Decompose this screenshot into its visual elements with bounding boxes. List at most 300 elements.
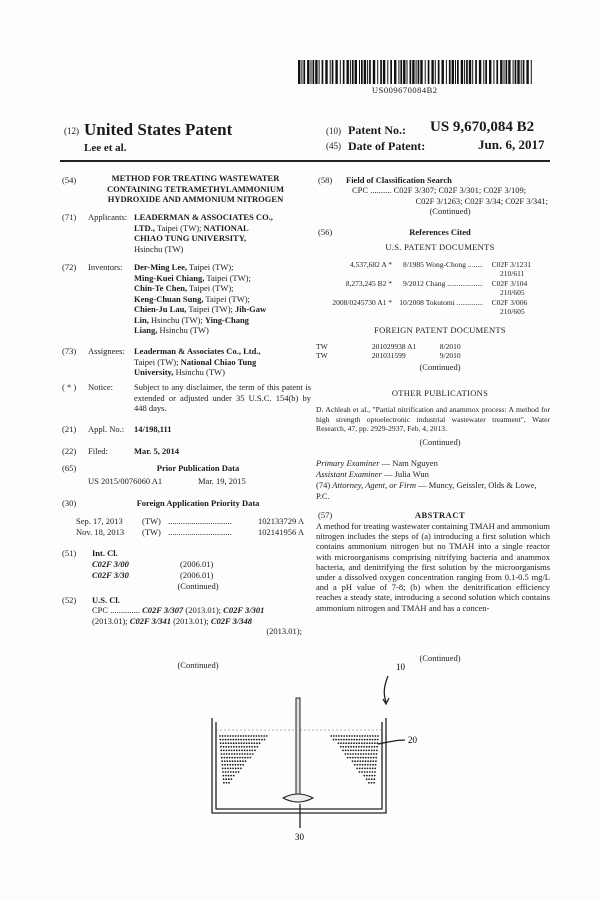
carrier-dot — [369, 739, 371, 741]
inventor-line: Ming-Kuei Chiang, Taipei (TW); — [134, 272, 251, 283]
barcode-bar — [435, 60, 436, 84]
carrier-dot — [227, 739, 229, 741]
assignees: Leaderman & Associates Co., Ltd., Taipei (TW); National Chiao Tung University, Hsinchu (TW) — [134, 346, 261, 377]
carrier-dot — [370, 760, 372, 762]
barcode-bar — [359, 60, 360, 84]
carrier-dot — [225, 746, 227, 748]
carrier-dot — [375, 764, 377, 766]
carrier-dot — [241, 746, 243, 748]
carrier-dot — [235, 735, 237, 737]
header-rule — [60, 160, 550, 162]
label-10: 10 — [396, 662, 405, 672]
abstract-heading: ABSTRACT — [414, 510, 466, 520]
notice-text: Subject to any disclaimer, the term of this patent is extended or adjusted under 35 U.S.C. 154(b) by 448 days. — [134, 382, 311, 413]
carrier-dot — [362, 760, 364, 762]
inventor-line: Lin, Hsinchu (TW); Ying-Chang — [134, 314, 249, 325]
int-cl-label: Int. Cl. — [92, 548, 118, 558]
carrier-dot — [359, 771, 361, 773]
carrier-dot — [224, 764, 226, 766]
code-54: (54) — [62, 175, 77, 185]
us-cl-continued: (Continued) — [177, 660, 219, 670]
carrier-dot — [333, 739, 335, 741]
abstract-text: A method for treating wastewater containing TMAH and ammonium nitrogen includes the steps of (a) introducing a first solution which contains ammonium nitrogen but no TMAH into a single reactor with microorganisms comprising nitrifying bacteria and anammox bacteria, and denitrifying the first solution by the microorganisms under a dissolved oxygen concentration ranging from 0.1-0.5 mg/L and a pH value of 7-8; (b) when the denitrification efficiency reaches a steady state, introducing a second solution which contains ammonium nitrogen and TMAH and has a concen- — [316, 521, 551, 613]
us-doc-class: 210/605 — [500, 307, 525, 316]
carrier-dot — [235, 768, 237, 770]
carrier-dot — [350, 746, 352, 748]
inventor-line: Liang, Hsinchu (TW) — [134, 325, 209, 335]
barcode-bar — [403, 60, 405, 84]
carrier-dot — [226, 753, 228, 755]
carrier-dot — [240, 739, 242, 741]
carrier-dot — [335, 739, 337, 741]
carrier-dot — [228, 775, 230, 777]
carrier-dot — [225, 739, 227, 741]
carrier-dot — [227, 771, 229, 773]
barcode-bar — [373, 60, 375, 84]
carrier-dot — [234, 753, 236, 755]
carrier-dot — [344, 753, 346, 755]
carrier-dot — [229, 764, 231, 766]
label-20: 20 — [408, 735, 417, 745]
carrier-dot — [356, 742, 358, 744]
carrier-dot — [360, 753, 362, 755]
carrier-dot — [349, 757, 351, 759]
carrier-dot — [238, 742, 240, 744]
carrier-dot — [226, 757, 228, 759]
barcode-bar — [457, 60, 459, 84]
carrier-dot — [230, 739, 232, 741]
patent-type: United States Patent — [84, 120, 233, 139]
carrier-dot — [233, 746, 235, 748]
carrier-dot — [233, 771, 235, 773]
carrier-dot — [333, 735, 335, 737]
barcode-bar — [412, 60, 414, 84]
code-45: (45) — [326, 141, 341, 151]
carrier-dot — [374, 746, 376, 748]
code-51: (51) — [62, 548, 77, 558]
carrier-dot — [254, 742, 256, 744]
barcode-bar — [325, 60, 327, 84]
carrier-dot — [365, 753, 367, 755]
carrier-dot — [374, 742, 376, 744]
carrier-dot — [231, 753, 233, 755]
carrier-dot — [263, 735, 265, 737]
carrier-dot — [377, 735, 379, 737]
foreign-priority-heading: Foreign Application Priority Data — [136, 498, 260, 508]
carrier-dot — [242, 764, 244, 766]
carrier-dot — [224, 735, 226, 737]
carrier-dot — [239, 753, 241, 755]
code-56: (56) — [318, 227, 333, 237]
carrier-dot — [355, 750, 357, 752]
carrier-dot — [236, 746, 238, 748]
barcode-bar — [531, 60, 532, 84]
code-57: (57) — [318, 510, 333, 520]
carrier-dot — [240, 735, 242, 737]
barcode-bar — [461, 60, 463, 84]
notice-label: Notice: — [88, 382, 114, 392]
carrier-dot — [358, 750, 360, 752]
carrier-dot — [373, 750, 375, 752]
carrier-dot — [359, 760, 361, 762]
carrier-dot — [236, 750, 238, 752]
carrier-dot — [246, 746, 248, 748]
carrier-dot — [356, 768, 358, 770]
carrier-dot — [370, 757, 372, 759]
barcode-bar — [489, 60, 491, 84]
carrier-dot — [241, 753, 243, 755]
carrier-dot — [357, 753, 359, 755]
carrier-dot — [373, 782, 375, 784]
carrier-dot — [243, 742, 245, 744]
carrier-dot — [240, 764, 242, 766]
barcode-bar — [369, 60, 371, 84]
assignees-label: Assignees: — [88, 346, 125, 356]
carrier-dot — [371, 782, 373, 784]
code-72: (72) — [62, 262, 77, 272]
assistant-examiner: Assistant Examiner — Julia Wun — [316, 469, 429, 479]
barcode-bar — [475, 60, 477, 84]
barcode-bar — [416, 60, 417, 84]
carrier-dot — [371, 742, 373, 744]
carrier-dot — [366, 742, 368, 744]
carrier-dot — [357, 764, 359, 766]
carrier-dot — [374, 771, 376, 773]
carrier-dot — [371, 775, 373, 777]
carrier-dot — [228, 746, 230, 748]
primary-examiner: Primary Examiner — Nam Nguyen — [316, 458, 438, 468]
foreign-doc-row: TW 201031599 9/2010 — [316, 351, 461, 360]
barcode-bar — [394, 60, 396, 84]
carrier-dot — [354, 764, 356, 766]
carrier-dot — [367, 760, 369, 762]
carrier-dot — [223, 746, 225, 748]
carrier-dot — [372, 735, 374, 737]
carrier-dot — [248, 735, 250, 737]
barcode-bar — [315, 60, 317, 84]
barcode-bar — [322, 60, 324, 84]
carrier-dot — [220, 746, 222, 748]
carrier-dot — [236, 753, 238, 755]
carrier-dot — [340, 739, 342, 741]
carrier-dot — [237, 768, 239, 770]
barcode-bar — [493, 60, 494, 84]
carrier-dot — [243, 735, 245, 737]
carrier-dot — [356, 739, 358, 741]
int-cl-list — [92, 559, 292, 580]
carrier-dot — [228, 778, 230, 780]
carrier-dot — [235, 771, 237, 773]
carrier-dot — [358, 746, 360, 748]
carrier-dot — [249, 753, 251, 755]
applicants: LEADERMAN & ASSOCIATES CO., LTD., Taipei (TW); NATIONAL CHIAO TUNG UNIVERSITY, Hsinchu (TW) — [134, 212, 273, 254]
carrier-dot — [222, 775, 224, 777]
barcode-bar — [479, 60, 481, 84]
stirrer-blade — [283, 794, 313, 802]
carrier-dot — [245, 735, 247, 737]
carrier-dot — [371, 778, 373, 780]
carrier-dot — [365, 760, 367, 762]
cpc-block: CPC .............. C02F 3/307 (2013.01); C02F 3/301 (2013.01); C02F 3/341 (2013.01); C02F 3/348 (2013.01); — [92, 605, 302, 636]
carrier-dot — [369, 771, 371, 773]
barcode-bar — [464, 60, 465, 84]
carrier-dot — [374, 739, 376, 741]
carrier-dot — [368, 782, 370, 784]
carrier-dot — [364, 764, 366, 766]
carrier-dot — [251, 739, 253, 741]
int-cl-continued: (Continued) — [177, 581, 219, 591]
inventor-line: Chien-Ju Lau, Taipei (TW); Jih-Gaw — [134, 304, 267, 314]
carrier-dot — [242, 760, 244, 762]
carrier-dot — [368, 753, 370, 755]
carrier-dot — [364, 771, 366, 773]
carrier-dot — [247, 757, 249, 759]
barcode-bar — [523, 60, 525, 84]
code-65: (65) — [62, 463, 77, 473]
field-cpc: CPC .......... C02F 3/307; C02F 3/301; C02F 3/109; C02F 3/1263; C02F 3/34; C02F 3/341; (Continued) — [352, 185, 548, 216]
carrier-dot — [226, 760, 228, 762]
barcode-bar — [303, 60, 305, 84]
carrier-dot — [350, 750, 352, 752]
barcode-bar — [428, 60, 430, 84]
code-22: (22) — [62, 446, 77, 456]
code-notice: ( * ) — [62, 382, 77, 392]
barcode-bar — [301, 60, 302, 84]
barcode-bar — [398, 60, 399, 84]
carrier-dot — [355, 753, 357, 755]
carrier-dot — [237, 760, 239, 762]
carrier-dot — [365, 757, 367, 759]
carrier-dot — [227, 735, 229, 737]
carrier-dot — [266, 735, 268, 737]
barcode-bar — [350, 60, 351, 84]
carrier-dot — [238, 771, 240, 773]
carrier-dot — [245, 760, 247, 762]
carrier-dot — [343, 742, 345, 744]
carrier-dot — [376, 746, 378, 748]
patent-title: METHOD FOR TREATING WASTEWATER CONTAINING TETRAMETHYLAMMONIUM HYDROXIDE AND AMMONIUM NITROGEN — [106, 173, 284, 204]
carrier-dot — [232, 768, 234, 770]
carrier-dot — [371, 746, 373, 748]
carrier-dot — [369, 735, 371, 737]
carrier-dot — [230, 735, 232, 737]
barcode-bar — [352, 60, 354, 84]
carrier-dot — [374, 778, 376, 780]
carrier-dot — [229, 760, 231, 762]
carrier-dot — [370, 764, 372, 766]
carrier-dot — [264, 739, 266, 741]
carrier-dot — [223, 778, 225, 780]
leader-10 — [384, 676, 388, 702]
carrier-dot — [359, 768, 361, 770]
carrier-dot — [224, 757, 226, 759]
barcode — [298, 60, 534, 84]
foreign-doc-row: TW 201029938 A1 8/2010 — [316, 342, 461, 351]
carrier-dot — [340, 742, 342, 744]
other-continued: (Continued) — [419, 437, 461, 447]
carrier-dot — [222, 764, 224, 766]
label-30: 30 — [295, 832, 304, 842]
carrier-dot — [232, 760, 234, 762]
carrier-dot — [225, 742, 227, 744]
carrier-dot — [243, 739, 245, 741]
code-12: (12) — [64, 126, 79, 136]
carrier-dot — [345, 746, 347, 748]
carrier-dot — [375, 760, 377, 762]
carrier-dot — [351, 742, 353, 744]
barcode-bar — [407, 60, 408, 84]
carrier-dot — [261, 739, 263, 741]
carrier-dot — [240, 768, 242, 770]
carrier-dot — [224, 760, 226, 762]
carrier-dot — [230, 771, 232, 773]
barcode-bar — [431, 60, 433, 84]
carrier-dot — [235, 742, 237, 744]
prior-heading: Prior Publication Data — [156, 463, 240, 473]
carrier-dot — [330, 735, 332, 737]
carrier-dot — [342, 746, 344, 748]
carrier-dot — [366, 775, 368, 777]
patent-no-label: Patent No.: — [348, 123, 406, 137]
carrier-dot — [222, 742, 224, 744]
abstract-continued: (Continued) — [419, 653, 461, 663]
carrier-dot — [370, 753, 372, 755]
int-cl-row: C02F 3/30 (2006.01) — [92, 569, 214, 580]
carrier-dot — [367, 735, 369, 737]
barcode-bar — [420, 60, 422, 84]
carrier-dot — [362, 735, 364, 737]
carrier-dot — [362, 764, 364, 766]
code-71: (71) — [62, 212, 77, 222]
carrier-dot — [361, 768, 363, 770]
carrier-dot — [354, 760, 356, 762]
carrier-dot — [249, 746, 251, 748]
carrier-dot — [368, 778, 370, 780]
carrier-dot — [238, 739, 240, 741]
carrier-dot — [222, 735, 224, 737]
carrier-dot — [231, 778, 233, 780]
carrier-dot — [338, 742, 340, 744]
barcode-bar — [335, 60, 337, 84]
carrier-dot — [369, 775, 371, 777]
barcode-bar — [311, 60, 312, 84]
foreign-continued: (Continued) — [419, 362, 461, 372]
carrier-dot — [228, 782, 230, 784]
barcode-bar — [340, 60, 341, 84]
carrier-dot — [355, 757, 357, 759]
carrier-dot — [254, 746, 256, 748]
carrier-dot — [253, 735, 255, 737]
us-doc-class: 210/605 — [500, 288, 525, 297]
carrier-dot — [369, 742, 371, 744]
carrier-dot — [231, 750, 233, 752]
carrier-dot — [359, 764, 361, 766]
carrier-dot — [252, 753, 254, 755]
carrier-dot — [349, 735, 351, 737]
carrier-dot — [352, 760, 354, 762]
carrier-dot — [235, 764, 237, 766]
inventor-line: Chin-Te Chen, Taipei (TW); — [134, 283, 234, 293]
carrier-dot — [374, 768, 376, 770]
carrier-dot — [228, 742, 230, 744]
carrier-dot — [377, 742, 379, 744]
biofilm-carrier-right — [330, 735, 379, 784]
carrier-dot — [226, 750, 228, 752]
carrier-dot — [221, 757, 223, 759]
carrier-dot — [251, 746, 253, 748]
carrier-dot — [248, 742, 250, 744]
carrier-dot — [230, 775, 232, 777]
filed-date: Mar. 5, 2014 — [134, 446, 180, 456]
carrier-dot — [372, 771, 374, 773]
carrier-dot — [364, 742, 366, 744]
carrier-dot — [338, 739, 340, 741]
barcode-bar — [506, 60, 508, 84]
priority-list — [76, 516, 314, 537]
carrier-dot — [241, 750, 243, 752]
carrier-dot — [345, 742, 347, 744]
carrier-dot — [221, 760, 223, 762]
barcode-bar — [330, 60, 331, 84]
carrier-dot — [239, 760, 241, 762]
carrier-dot — [230, 742, 232, 744]
carrier-dot — [256, 746, 258, 748]
carrier-dot — [250, 735, 252, 737]
carrier-dot — [245, 739, 247, 741]
carrier-dot — [224, 768, 226, 770]
carrier-dot — [348, 746, 350, 748]
barcode-bar — [332, 60, 334, 84]
carrier-dot — [360, 757, 362, 759]
barcode-bar — [438, 60, 440, 84]
carrier-dot — [374, 775, 376, 777]
carrier-dot — [371, 750, 373, 752]
carrier-dot — [353, 746, 355, 748]
carrier-dot — [343, 735, 345, 737]
barcode-bar — [472, 60, 473, 84]
carrier-dot — [251, 742, 253, 744]
appl-no: 14/198,111 — [134, 424, 172, 434]
carrier-dot — [248, 739, 250, 741]
carrier-dot — [219, 739, 221, 741]
carrier-dot — [229, 757, 231, 759]
barcode-number: US009670084B2 — [372, 85, 438, 95]
carrier-dot — [354, 735, 356, 737]
barcode-bar — [390, 60, 392, 84]
barcode-bar — [400, 60, 402, 84]
inventor-short: Lee et al. — [84, 142, 127, 154]
carrier-dot — [259, 742, 261, 744]
carrier-dot — [246, 750, 248, 752]
carrier-dot — [360, 750, 362, 752]
carrier-dot — [347, 753, 349, 755]
carrier-dot — [362, 757, 364, 759]
carrier-dot — [223, 782, 225, 784]
carrier-dot — [363, 746, 365, 748]
carrier-dot — [366, 778, 368, 780]
carrier-dot — [237, 735, 239, 737]
carrier-dot — [364, 735, 366, 737]
int-cl-row: C02F 3/00 (2006.01) — [92, 559, 214, 569]
barcode-bar — [452, 60, 454, 84]
carrier-dot — [372, 739, 374, 741]
barcode-bar — [383, 60, 385, 84]
carrier-dot — [372, 768, 374, 770]
carrier-dot — [246, 742, 248, 744]
carrier-dot — [359, 735, 361, 737]
carrier-dot — [222, 771, 224, 773]
carrier-dot — [357, 760, 359, 762]
